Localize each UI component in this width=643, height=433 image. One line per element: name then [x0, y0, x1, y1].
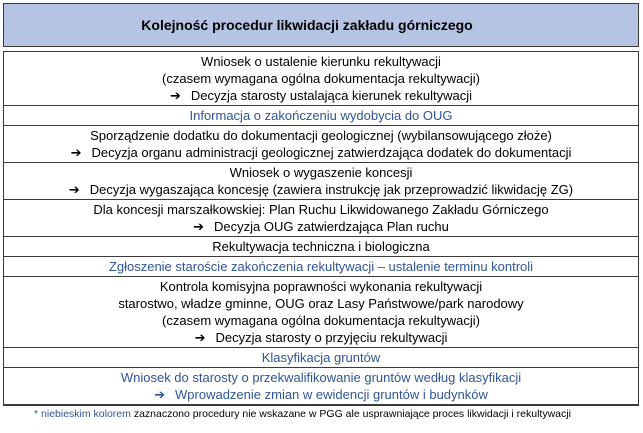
decision-line [10, 386, 632, 403]
decision-line [10, 329, 632, 346]
line-text: Decyzja OUG zatwierdzająca Plan ruchu [214, 219, 449, 234]
line-text: starostwo, władze gminne, OUG oraz Lasy Państwowe/park narodowy [118, 296, 524, 311]
procedure-block [4, 347, 638, 367]
decision-line [10, 144, 632, 161]
footnote [34, 408, 571, 420]
procedure-line [10, 201, 632, 218]
footnote-star: * [34, 408, 39, 420]
line-text: Sporządzenie dodatku do dokumentacji geologicznej (wybilansowującego złoże) [90, 128, 552, 143]
procedure-line [10, 278, 632, 295]
arrow-right-icon: ➔ [68, 182, 80, 197]
procedure-block [4, 125, 638, 162]
procedure-block [4, 367, 638, 404]
procedure-table [3, 51, 639, 406]
arrow-right-icon: ➔ [70, 145, 82, 160]
line-text: Decyzja starosty ustalająca kierunek rekultywacji [190, 88, 472, 103]
procedure-line [10, 164, 632, 181]
table-title: Kolejność procedur likwidacji zakładu górniczego [141, 17, 473, 33]
table-title-bar [3, 3, 639, 47]
procedure-block [4, 199, 638, 236]
procedure-line [10, 369, 632, 386]
procedure-line [10, 70, 632, 87]
line-text: Decyzja wygaszająca koncesję (zawiera instrukcję jak przeprowadzić likwidację ZG) [89, 182, 574, 197]
line-text: (czasem wymagana ogólna dokumentacja rekultywacji) [162, 71, 480, 86]
line-text: Decyzja organu administracji geologicznej zatwierdzająca dodatek do dokumentacji [91, 145, 572, 160]
procedure-block [4, 236, 638, 256]
line-text: Decyzja starosty o przyjęciu rekultywacji [215, 330, 448, 345]
arrow-right-icon: ➔ [194, 330, 206, 345]
footnote-blue-words: niebieskim kolorem [41, 408, 131, 420]
procedure-line [10, 349, 632, 366]
procedure-block [4, 52, 638, 105]
decision-line [10, 181, 632, 198]
decision-line [10, 218, 632, 235]
line-text: Zgłoszenie staroście zakończenia rekultywacji – ustalenie terminu kontroli [108, 259, 534, 274]
arrow-right-icon: ➔ [193, 219, 205, 234]
footnote-text: zaznaczono procedury nie wskazane w PGG ale usprawniające proces likwidacji i rekultywacji [133, 408, 571, 420]
line-text: Kontrola komisyjna poprawności wykonania rekultywacji [159, 279, 483, 294]
line-text: Wniosek o wygaszenie koncesji [229, 165, 413, 180]
procedure-block [4, 105, 638, 125]
document-container [3, 3, 639, 406]
procedure-line [10, 238, 632, 255]
procedure-line [10, 312, 632, 329]
line-text: Wniosek o ustalenie kierunku rekultywacji [201, 54, 441, 69]
procedure-block [4, 256, 638, 276]
line-text: Rekultywacja techniczna i biologiczna [212, 239, 430, 254]
procedure-line [10, 107, 632, 124]
line-text: Klasyfikacja gruntów [261, 350, 381, 365]
procedure-line [10, 258, 632, 275]
line-text: Wniosek do starosty o przekwalifikowanie gruntów według klasyfikacji [120, 370, 522, 385]
procedure-line [10, 127, 632, 144]
procedure-block [4, 276, 638, 347]
line-text: Dla koncesji marszałkowskiej: Plan Ruchu Likwidowanego Zakładu Górniczego [93, 202, 549, 217]
line-text: (czasem wymagana ogólna dokumentacja rekultywacji) [162, 313, 480, 328]
procedure-block [4, 162, 638, 199]
procedure-line [10, 53, 632, 70]
arrow-right-icon: ➔ [154, 387, 166, 402]
procedure-line [10, 295, 632, 312]
arrow-right-icon: ➔ [170, 88, 181, 103]
line-text: Informacja o zakończeniu wydobycia do OUG [189, 108, 453, 123]
line-text: Wprowadzenie zmian w ewidencji gruntów i budynków [175, 387, 488, 402]
decision-line [10, 87, 632, 104]
